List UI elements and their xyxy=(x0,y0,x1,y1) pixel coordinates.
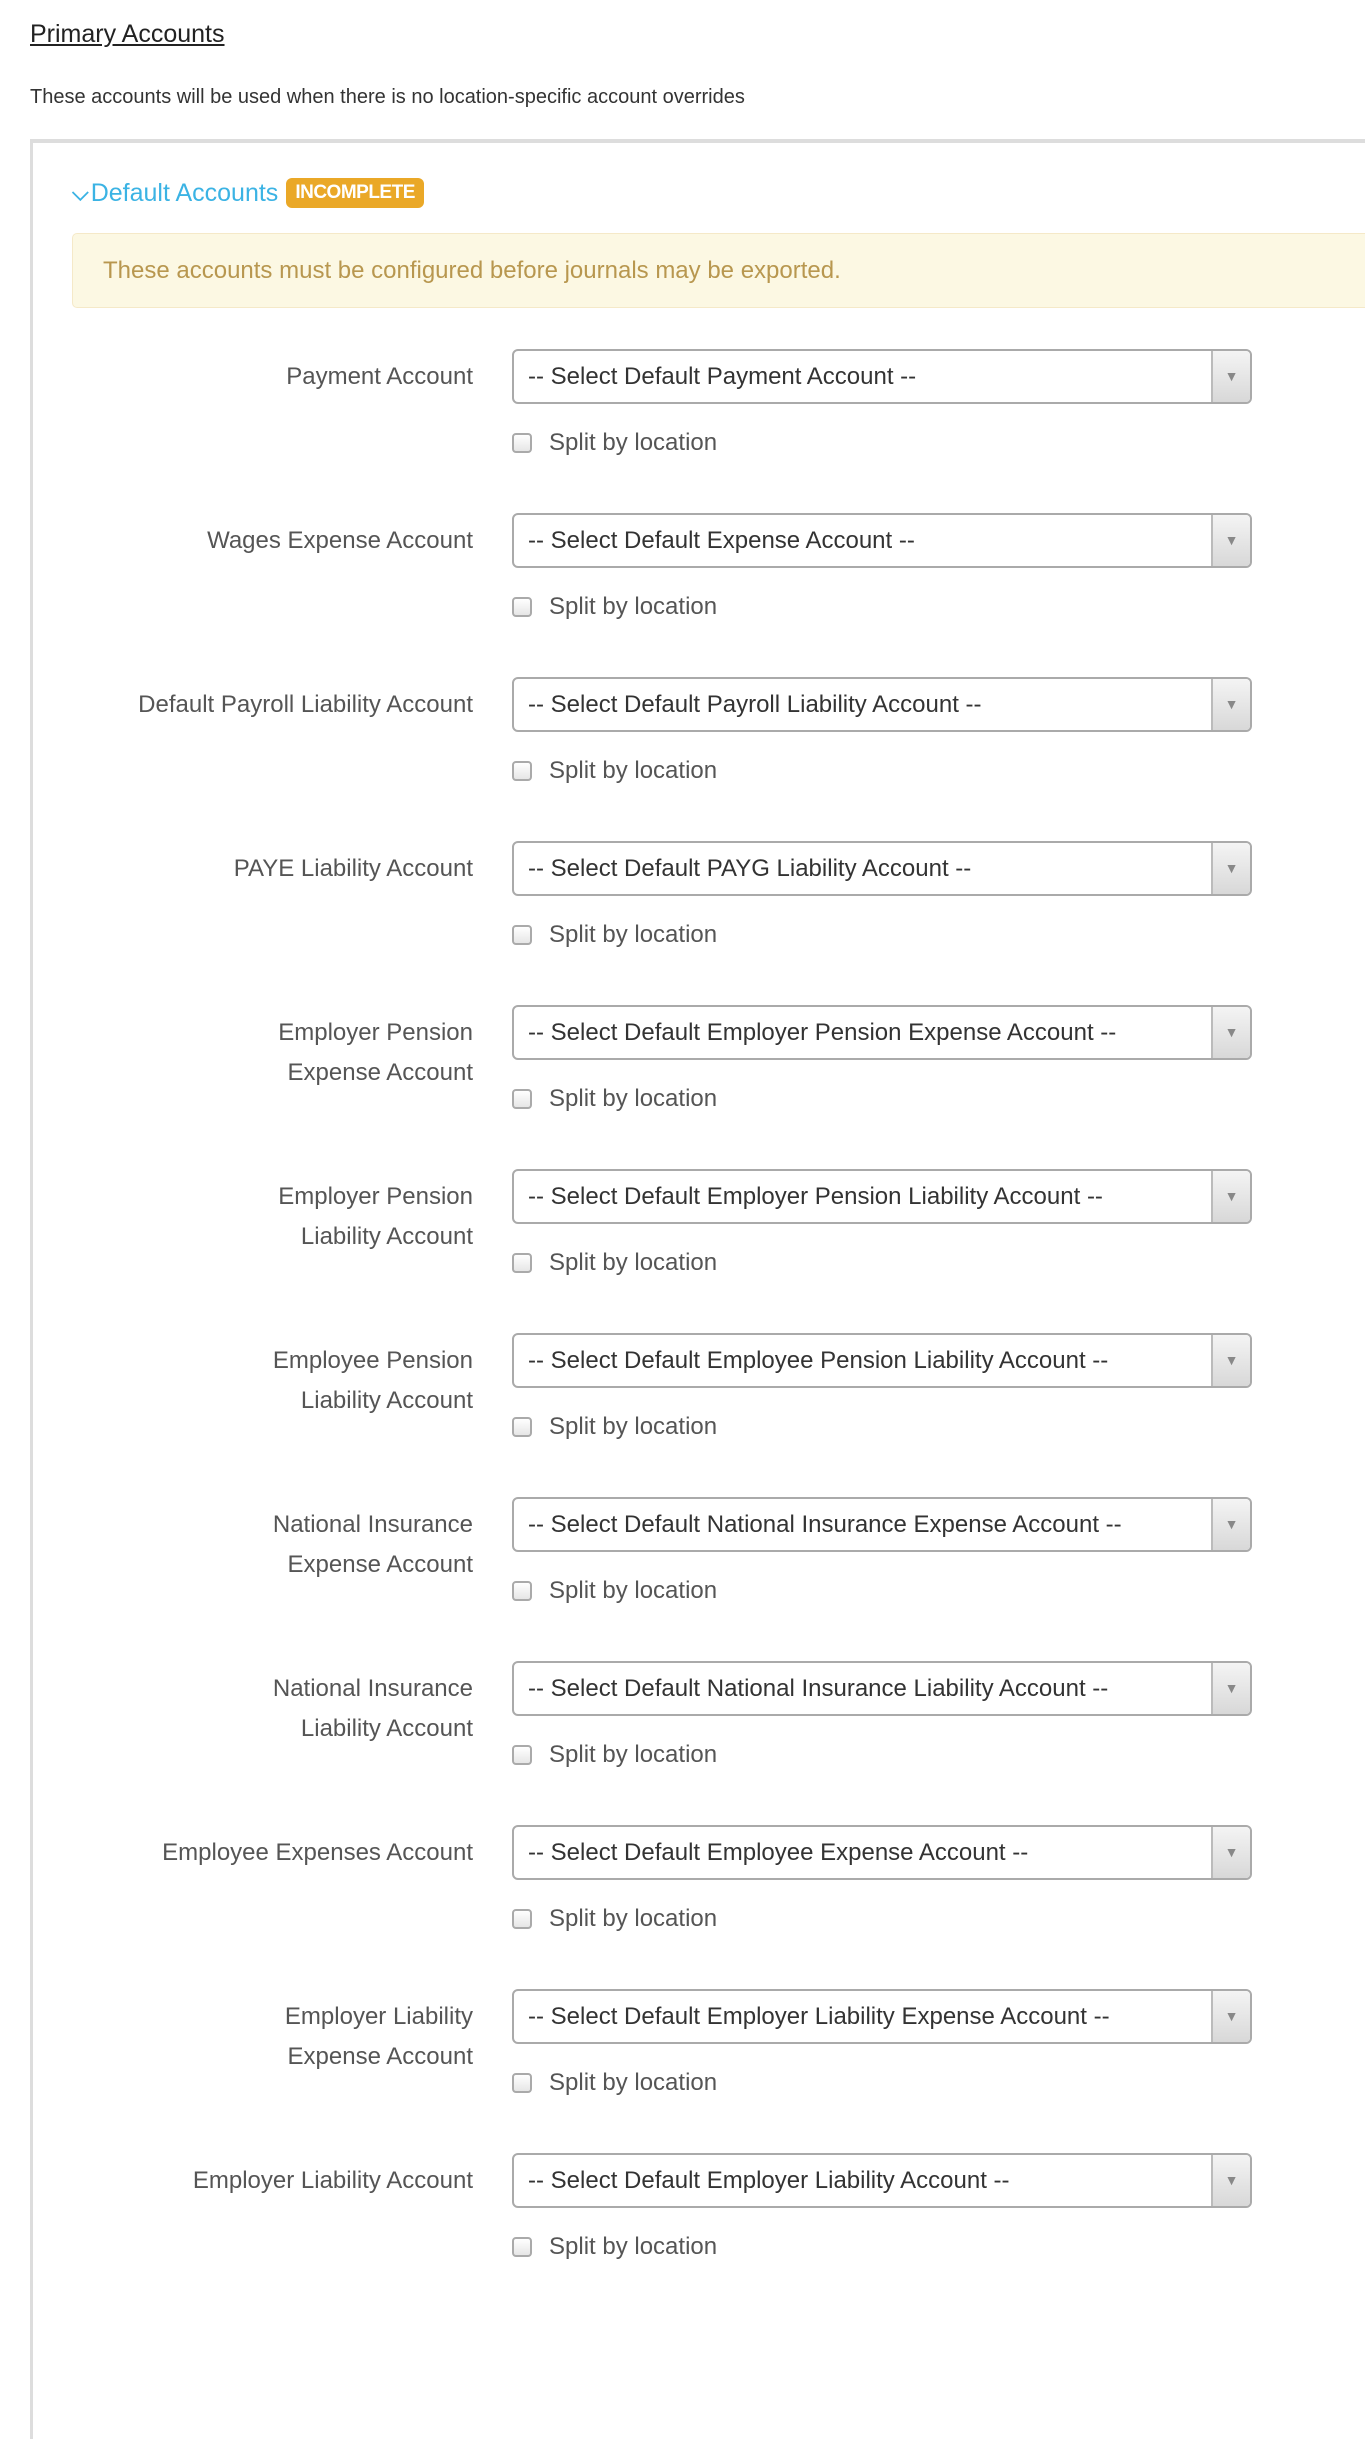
checkbox[interactable] xyxy=(512,1253,532,1273)
checkbox-label: Split by location xyxy=(549,921,718,948)
split-by-location-checkbox[interactable] xyxy=(512,1577,717,1605)
dropdown-arrow-icon[interactable]: ▼ xyxy=(1211,1171,1250,1222)
select-value: -- Select Default National Insurance Liability Account -- xyxy=(528,1675,1109,1702)
account-row xyxy=(0,349,1365,513)
account-row xyxy=(0,1989,1365,2153)
checkbox-label: Split by location xyxy=(549,1905,718,1932)
select-value: -- Select Default PAYG Liability Account -- xyxy=(528,855,972,882)
account-select[interactable] xyxy=(512,1989,1252,2044)
dropdown-arrow-icon[interactable]: ▼ xyxy=(1211,843,1250,894)
account-label: Payment Account xyxy=(286,363,473,390)
split-by-location-checkbox[interactable] xyxy=(512,1413,717,1441)
split-by-location-checkbox[interactable] xyxy=(512,921,717,949)
account-row xyxy=(0,513,1365,677)
select-value: -- Select Default Payroll Liability Account -- xyxy=(528,691,982,718)
checkbox-label: Split by location xyxy=(549,1413,718,1440)
account-label: Employee Expenses Account xyxy=(162,1839,473,1866)
dropdown-arrow-icon[interactable]: ▼ xyxy=(1211,1827,1250,1878)
checkbox-label: Split by location xyxy=(549,2233,718,2260)
select-value: -- Select Default National Insurance Expense Account -- xyxy=(528,1511,1122,1538)
dropdown-arrow-icon[interactable]: ▼ xyxy=(1211,1499,1250,1550)
checkbox[interactable] xyxy=(512,1417,532,1437)
chevron-down-icon: ⌵ xyxy=(72,180,89,205)
account-label: Employer Pension Expense Account xyxy=(278,1019,473,1086)
account-label: Employer Liability Account xyxy=(192,2167,473,2194)
account-row xyxy=(0,1825,1365,1989)
split-by-location-checkbox[interactable] xyxy=(512,1249,717,1277)
select-value: -- Select Default Employee Pension Liability Account -- xyxy=(528,1347,1109,1374)
checkbox[interactable] xyxy=(512,1909,532,1929)
checkbox[interactable] xyxy=(512,761,532,781)
account-row xyxy=(0,1497,1365,1661)
account-row xyxy=(0,1169,1365,1333)
account-select[interactable] xyxy=(512,1333,1252,1388)
checkbox[interactable] xyxy=(512,597,532,617)
account-label: Employer Pension Liability Account xyxy=(278,1183,473,1250)
account-row xyxy=(0,1005,1365,1169)
checkbox-label: Split by location xyxy=(549,1741,718,1768)
select-value: -- Select Default Employee Expense Account -- xyxy=(528,1839,1029,1866)
dropdown-arrow-icon[interactable]: ▼ xyxy=(1211,515,1250,566)
warning-alert: These accounts must be configured before journals may be exported. xyxy=(72,233,1365,308)
account-select[interactable] xyxy=(512,2153,1252,2208)
select-value: -- Select Default Payment Account -- xyxy=(528,363,917,390)
checkbox-label: Split by location xyxy=(549,1577,718,1604)
split-by-location-checkbox[interactable] xyxy=(512,593,717,621)
split-by-location-checkbox[interactable] xyxy=(512,757,717,785)
select-value: -- Select Default Employer Pension Expense Account -- xyxy=(528,1019,1117,1046)
split-by-location-checkbox[interactable] xyxy=(512,1741,717,1769)
account-row xyxy=(0,1333,1365,1497)
account-select[interactable] xyxy=(512,1661,1252,1716)
account-select[interactable] xyxy=(512,1825,1252,1880)
account-label: Employer Liability Expense Account xyxy=(284,2003,473,2070)
checkbox-label: Split by location xyxy=(549,757,718,784)
account-label: National Insurance Expense Account xyxy=(272,1511,473,1578)
checkbox-label: Split by location xyxy=(549,1249,718,1276)
status-badge: INCOMPLETE xyxy=(286,178,424,208)
checkbox[interactable] xyxy=(512,2237,532,2257)
account-select[interactable] xyxy=(512,1005,1252,1060)
account-select[interactable] xyxy=(512,841,1252,896)
section-label[interactable]: Default Accounts xyxy=(90,178,279,207)
account-label: Default Payroll Liability Account xyxy=(138,691,473,718)
split-by-location-checkbox[interactable] xyxy=(512,2233,717,2261)
account-select[interactable] xyxy=(512,1497,1252,1552)
account-label: Employee Pension Liability Account xyxy=(272,1347,473,1414)
page-subtitle: These accounts will be used when there is no location-specific account overrides xyxy=(30,86,745,108)
account-select[interactable] xyxy=(512,677,1252,732)
dropdown-arrow-icon[interactable]: ▼ xyxy=(1211,1335,1250,1386)
account-row xyxy=(0,2153,1365,2317)
checkbox-label: Split by location xyxy=(549,1085,718,1112)
checkbox[interactable] xyxy=(512,2073,532,2093)
account-row xyxy=(0,841,1365,1005)
checkbox[interactable] xyxy=(512,1745,532,1765)
select-value: -- Select Default Employer Liability Account -- xyxy=(528,2167,1010,2194)
page-title: Primary Accounts xyxy=(30,20,225,48)
split-by-location-checkbox[interactable] xyxy=(512,2069,717,2097)
account-row xyxy=(0,677,1365,841)
checkbox-label: Split by location xyxy=(549,2069,718,2096)
dropdown-arrow-icon[interactable]: ▼ xyxy=(1211,679,1250,730)
split-by-location-checkbox[interactable] xyxy=(512,429,717,457)
checkbox-label: Split by location xyxy=(549,593,718,620)
dropdown-arrow-icon[interactable]: ▼ xyxy=(1211,1663,1250,1714)
checkbox-label: Split by location xyxy=(549,429,718,456)
select-value: -- Select Default Employer Liability Expense Account -- xyxy=(528,2003,1110,2030)
checkbox[interactable] xyxy=(512,925,532,945)
default-accounts-toggle[interactable] xyxy=(72,178,424,208)
account-label: PAYE Liability Account xyxy=(233,855,473,882)
dropdown-arrow-icon[interactable]: ▼ xyxy=(1211,351,1250,402)
dropdown-arrow-icon[interactable]: ▼ xyxy=(1211,1991,1250,2042)
checkbox[interactable] xyxy=(512,1581,532,1601)
account-label: National Insurance Liability Account xyxy=(272,1675,473,1742)
dropdown-arrow-icon[interactable]: ▼ xyxy=(1211,2155,1250,2206)
account-select[interactable] xyxy=(512,513,1252,568)
select-value: -- Select Default Expense Account -- xyxy=(528,527,915,554)
checkbox[interactable] xyxy=(512,433,532,453)
checkbox[interactable] xyxy=(512,1089,532,1109)
select-value: -- Select Default Employer Pension Liability Account -- xyxy=(528,1183,1103,1210)
dropdown-arrow-icon[interactable]: ▼ xyxy=(1211,1007,1250,1058)
split-by-location-checkbox[interactable] xyxy=(512,1085,717,1113)
account-select[interactable] xyxy=(512,1169,1252,1224)
split-by-location-checkbox[interactable] xyxy=(512,1905,717,1933)
account-select[interactable] xyxy=(512,349,1252,404)
account-row xyxy=(0,1661,1365,1825)
account-label: Wages Expense Account xyxy=(207,527,473,554)
